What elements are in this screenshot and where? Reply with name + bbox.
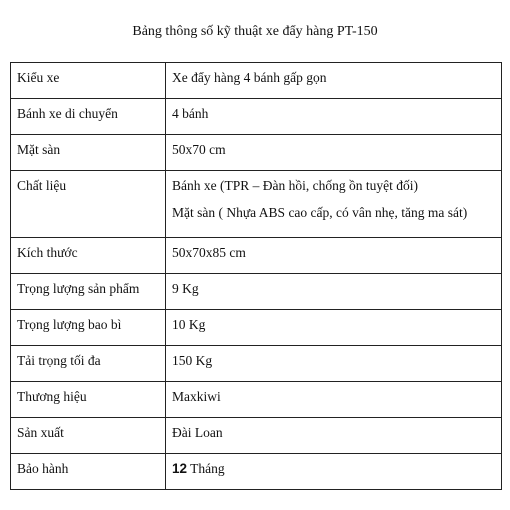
row-value-cell — [166, 238, 502, 274]
row-value: Maxkiwi — [172, 389, 221, 404]
row-value: 9 Kg — [172, 281, 199, 296]
row-value — [172, 454, 495, 477]
spec-table — [10, 62, 502, 490]
table-row — [11, 454, 502, 490]
row-label-cell — [11, 99, 166, 135]
row-label: Sản xuất — [17, 425, 64, 440]
row-label-cell — [11, 418, 166, 454]
row-value-cell — [166, 382, 502, 418]
row-value-cell — [166, 171, 502, 238]
row-value-cell — [166, 454, 502, 490]
row-value-cell — [166, 418, 502, 454]
page-title: Bảng thông số kỹ thuật xe đẩy hàng PT-150 — [132, 24, 378, 39]
row-label-cell — [11, 382, 166, 418]
row-label-cell — [11, 63, 166, 99]
row-value: 150 Kg — [172, 353, 213, 368]
row-value-cell — [166, 135, 502, 171]
row-value-cell — [166, 274, 502, 310]
row-label-cell — [11, 310, 166, 346]
table-row — [11, 99, 502, 135]
row-value: Xe đẩy hàng 4 bánh gấp gọn — [172, 70, 327, 85]
row-value: 4 bánh — [172, 106, 209, 121]
table-row — [11, 135, 502, 171]
row-label: Tải trọng tối đa — [17, 353, 101, 368]
row-label: Trọng lượng sản phẩm — [17, 281, 140, 296]
table-row — [11, 346, 502, 382]
row-label: Kích thước — [17, 245, 78, 260]
table-row — [11, 238, 502, 274]
row-value: 50x70 cm — [172, 142, 226, 157]
table-row — [11, 418, 502, 454]
row-value-cell — [166, 346, 502, 382]
row-label: Chất liệu — [17, 178, 67, 193]
row-value: Bánh xe (TPR – Đàn hồi, chống ồn tuyệt đối) — [172, 178, 418, 193]
row-label: Mặt sàn — [17, 142, 61, 157]
row-label-cell — [11, 238, 166, 274]
row-value-line-2: Mặt sàn ( Nhựa ABS cao cấp, có vân nhẹ, tăng ma sát) — [172, 205, 468, 220]
row-value: Đài Loan — [172, 425, 223, 440]
row-label: Bảo hành — [17, 461, 69, 476]
row-label-cell — [11, 346, 166, 382]
row-label-cell — [11, 171, 166, 238]
row-label: Kiểu xe — [17, 70, 60, 85]
row-value-cell — [166, 310, 502, 346]
row-label-cell — [11, 454, 166, 490]
row-value: 10 Kg — [172, 317, 206, 332]
row-label-cell — [11, 135, 166, 171]
warranty-number: 12 — [172, 461, 188, 476]
row-value-cell — [166, 99, 502, 135]
row-value-cell — [166, 63, 502, 99]
row-label-cell — [11, 274, 166, 310]
row-label: Bánh xe di chuyển — [17, 106, 118, 121]
table-row — [11, 274, 502, 310]
table-row — [11, 382, 502, 418]
row-label: Trọng lượng bao bì — [17, 317, 122, 332]
row-label: Thương hiệu — [17, 389, 87, 404]
row-value: 50x70x85 cm — [172, 245, 246, 260]
warranty-unit: Tháng — [190, 461, 225, 476]
table-row — [11, 171, 502, 238]
table-row — [11, 310, 502, 346]
table-row — [11, 63, 502, 99]
